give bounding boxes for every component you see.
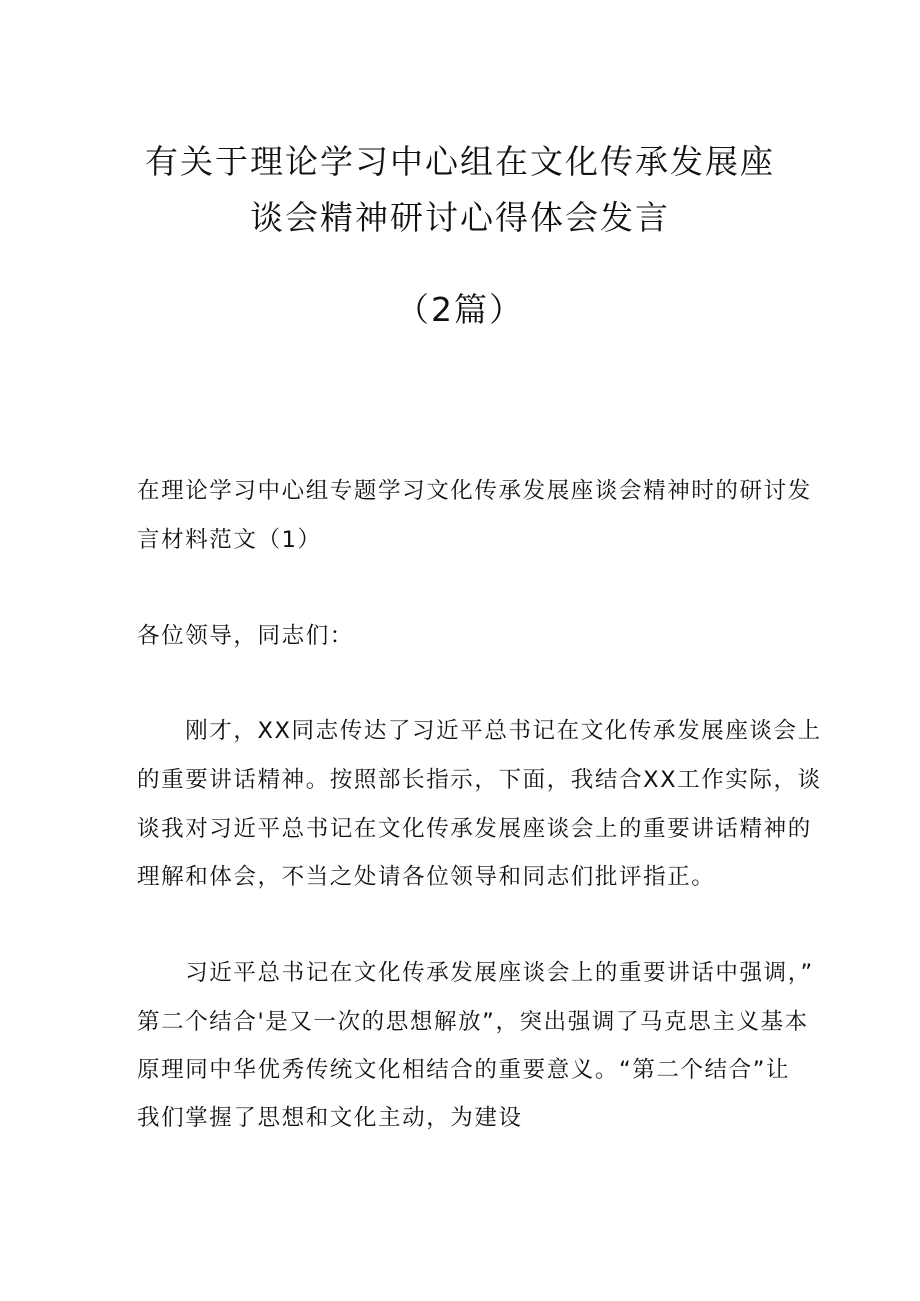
greeting: 各位领导，同志们： [137,623,354,649]
title-line-2: 谈会精神研讨心得体会发言 [250,198,670,237]
subtitle-line-2: 言材料范文（1） [137,527,322,553]
paragraph-1-line: 理解和体会，不当之处请各位领导和同志们批评指正。 [137,864,716,890]
paragraph-2-line: 我们掌握了思想和文化主动，为建设 [137,1105,523,1131]
paragraph-2-line: 原理同中华优秀传统文化相结合的重要意义。“第二个结合”让 [137,1057,791,1083]
subtitle-line-1: 在理论学习中心组专题学习文化传承发展座谈会精神时的研讨发 [137,478,812,504]
paragraph-1-line: 刚才，XX同志传达了习近平总书记在文化传承发展座谈会上 [137,718,822,744]
title-line-1: 有关于理论学习中心组在文化传承发展座 [145,142,775,181]
paragraph-1-line: 的重要讲话精神。按照部长指示，下面，我结合XX工作实际，谈 [137,767,822,793]
paragraph-2-line: 习近平总书记在文化传承发展座谈会上的重要讲话中强调，” [137,960,814,986]
paragraph-1-line: 谈我对习近平总书记在文化传承发展座谈会上的重要讲话精神的 [137,816,812,842]
title-count: （2篇） [396,290,524,329]
paragraph-2-line: 第二个结合'是又一次的思想解放”，突出强调了马克思主义基本 [137,1009,809,1035]
